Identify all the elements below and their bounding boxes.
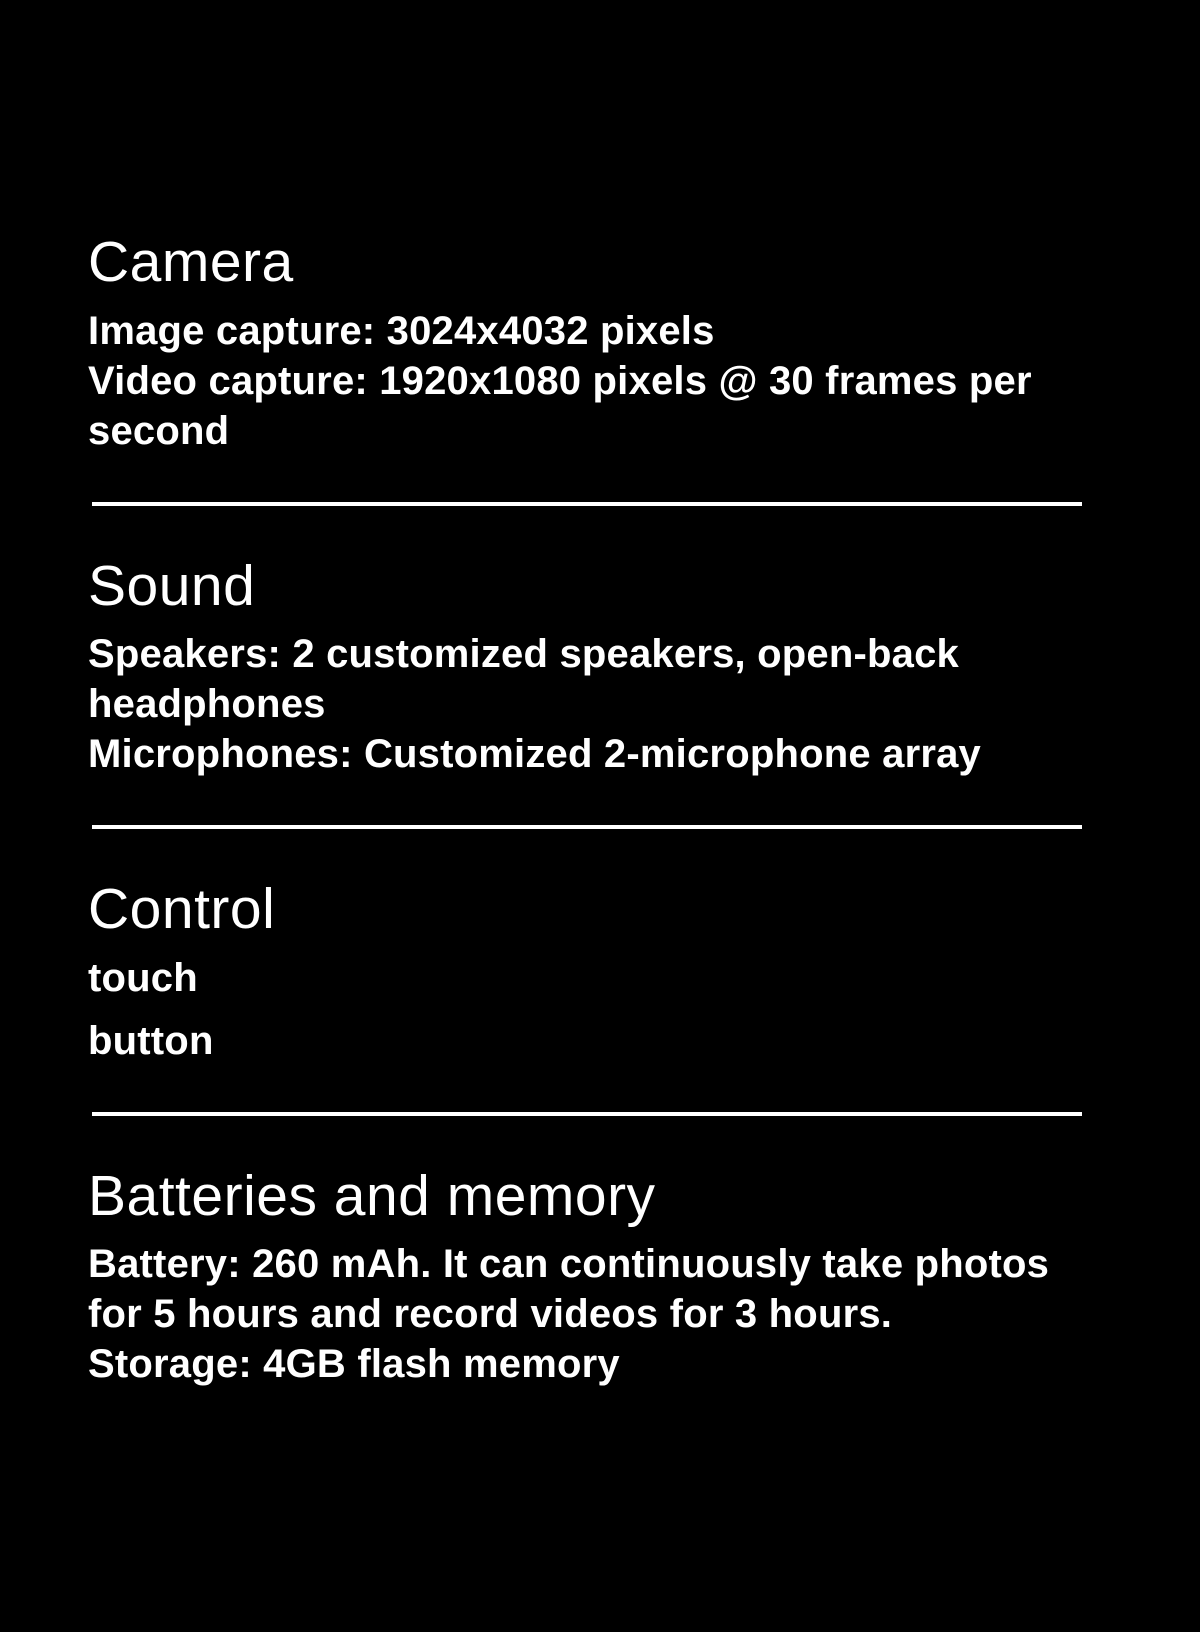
section-control <box>88 877 1100 1066</box>
section-batteries-and-memory <box>88 1164 1100 1390</box>
section-title-batteries-and-memory: Batteries and memory <box>88 1163 656 1228</box>
section-title-camera: Camera <box>88 230 294 294</box>
spec-line-image-capture: Image capture: 3024x4032 pixels <box>88 308 715 353</box>
section-sound <box>88 554 1100 780</box>
spec-line-video-capture: Video capture: 1920x1080 pixels @ 30 frames per second <box>88 358 1032 453</box>
section-divider <box>92 502 1082 506</box>
section-title-control: Control <box>88 877 276 942</box>
spec-line-button: button <box>88 1018 214 1063</box>
section-camera <box>88 230 1100 456</box>
section-title-sound: Sound <box>88 553 256 618</box>
section-divider <box>92 1112 1082 1116</box>
spec-line-storage: Storage: 4GB flash memory <box>88 1342 620 1387</box>
section-divider <box>92 825 1082 829</box>
spec-line-microphones: Microphones: Customized 2-microphone array <box>88 732 981 777</box>
spec-line-speakers: Speakers: 2 customized speakers, open-back headphones <box>88 632 959 727</box>
spec-line-touch: touch <box>88 955 198 1000</box>
spec-line-battery: Battery: 260 mAh. It can continuously take photos for 5 hours and record videos for 3 hours. <box>88 1242 1050 1337</box>
